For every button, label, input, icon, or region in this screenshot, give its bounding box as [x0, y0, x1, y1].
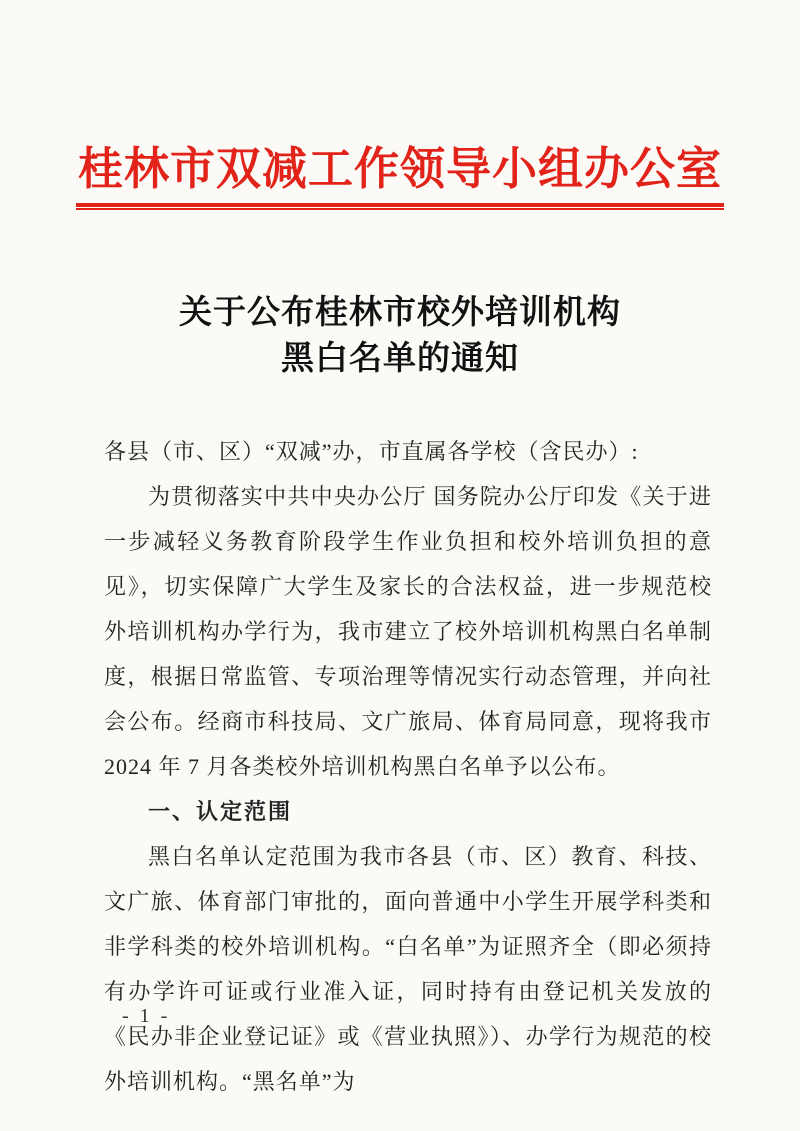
document-body — [104, 429, 712, 1104]
page-number: - 1 - — [122, 1005, 171, 1027]
letterhead-red-divider — [76, 203, 724, 210]
document-title — [0, 290, 800, 382]
body-paragraph: 为贯彻落实中共中央办公厅 国务院办公厅印发《关于进一步减轻义务教育阶段学生作业负担和校外培训负担的意见》，切实保障广大学生及家长的合法权益，进一步规范校外培训机构办学行为，我市建立了校外培训机构黑白名单制度，根据日常监管、专项治理等情况实行动态管理，并向社会公布。经商市科技局、文广旅局、体育局同意，现将我市 2024 年 7 月各类校外培训机构黑白名单予以公布。 — [104, 484, 712, 779]
document-title-line2: 黑白名单的通知 — [281, 341, 519, 377]
letterhead — [0, 0, 800, 210]
document-title-line1: 关于公布桂林市校外培训机构 — [179, 295, 621, 331]
section-heading: 一、认定范围 — [148, 799, 293, 824]
salutation-line: 各县（市、区）“双减”办，市直属各学校（含民办）: — [104, 439, 639, 464]
body-paragraph: 黑白名单认定范围为我市各县（市、区）教育、科技、文广旅、体育部门审批的，面向普通中小学生开展学科类和非学科类的校外培训机构。“白名单”为证照齐全（即必须持有办学许可证或行业准入证，同时持有由登记机关发放的《民办非企业登记证》或《营业执照》）、办学行为规范的校外培训机构。“黑名单”为 — [104, 844, 712, 1094]
letterhead-org-title: 桂林市双减工作领导小组办公室 — [77, 144, 722, 194]
